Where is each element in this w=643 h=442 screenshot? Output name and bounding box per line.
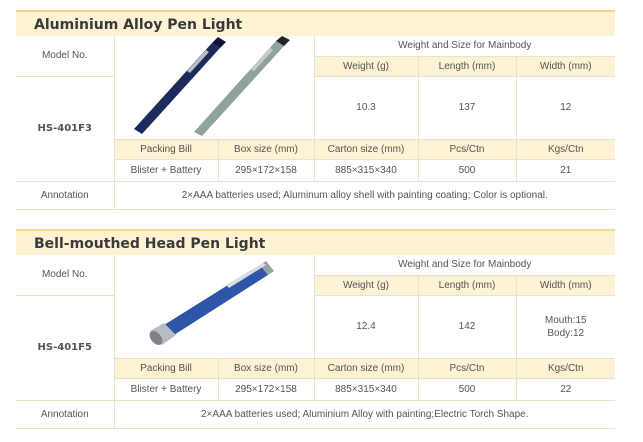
product-image (114, 36, 314, 140)
kgs-ctn-value: 22 (516, 379, 615, 401)
box-size-value: 295×172×158 (218, 160, 314, 182)
model-no-label: Model No. (16, 36, 114, 76)
carton-size-label: Carton size (mm) (314, 359, 418, 379)
section-title: Aluminium Alloy Pen Light (16, 10, 615, 36)
pcs-ctn-value: 500 (418, 379, 516, 401)
pen-light-pair-image (116, 36, 312, 136)
carton-size-value: 885×315×340 (314, 160, 418, 182)
product-image (114, 255, 314, 359)
weight-value: 10.3 (314, 76, 418, 140)
width-label: Width (mm) (516, 56, 615, 76)
length-label: Length (mm) (418, 275, 516, 295)
kgs-ctn-value: 21 (516, 160, 615, 182)
width-body-value: Body:12 (547, 327, 585, 339)
carton-size-value: 885×315×340 (314, 379, 418, 401)
packing-bill-label: Packing Bill (114, 140, 218, 160)
pcs-ctn-value: 500 (418, 160, 516, 182)
weight-label: Weight (g) (314, 56, 418, 76)
bell-pen-light-image (116, 255, 312, 355)
length-value: 137 (418, 76, 516, 140)
carton-size-label: Carton size (mm) (314, 140, 418, 160)
kgs-ctn-label: Kgs/Ctn (516, 140, 615, 160)
weight-label: Weight (g) (314, 275, 418, 295)
pcs-ctn-label: Pcs/Ctn (418, 140, 516, 160)
annotation-label: Annotation (16, 401, 114, 429)
width-value (516, 295, 615, 359)
box-size-label: Box size (mm) (218, 140, 314, 160)
length-value: 142 (418, 295, 516, 359)
product-section-hs-401f5 (16, 229, 615, 429)
packing-bill-value: Blister + Battery (114, 160, 218, 182)
packing-bill-label: Packing Bill (114, 359, 218, 379)
product-section-hs-401f3 (16, 10, 615, 210)
pcs-ctn-label: Pcs/Ctn (418, 359, 516, 379)
width-value: 12 (516, 76, 615, 140)
width-mouth-value: Mouth:15 (544, 314, 587, 326)
spec-table (16, 255, 615, 429)
model-number: HS-401F3 (16, 76, 114, 182)
annotation-label: Annotation (16, 182, 114, 210)
annotation-text: 2×AAA batteries used; Aluminium Alloy with painting;Electric Torch Shape. (114, 401, 615, 429)
box-size-label: Box size (mm) (218, 359, 314, 379)
packing-bill-value: Blister + Battery (114, 379, 218, 401)
spec-table (16, 36, 615, 210)
annotation-text: 2×AAA batteries used; Aluminum alloy shell with painting coating; Color is optional. (114, 182, 615, 210)
weight-value: 12.4 (314, 295, 418, 359)
weight-size-header: Weight and Size for Mainbody (314, 36, 615, 56)
width-label: Width (mm) (516, 275, 615, 295)
box-size-value: 295×172×158 (218, 379, 314, 401)
kgs-ctn-label: Kgs/Ctn (516, 359, 615, 379)
model-number: HS-401F5 (16, 295, 114, 401)
length-label: Length (mm) (418, 56, 516, 76)
blue-pen-icon (147, 261, 274, 347)
section-title: Bell-mouthed Head Pen Light (16, 229, 615, 255)
weight-size-header: Weight and Size for Mainbody (314, 255, 615, 275)
model-no-label: Model No. (16, 255, 114, 295)
